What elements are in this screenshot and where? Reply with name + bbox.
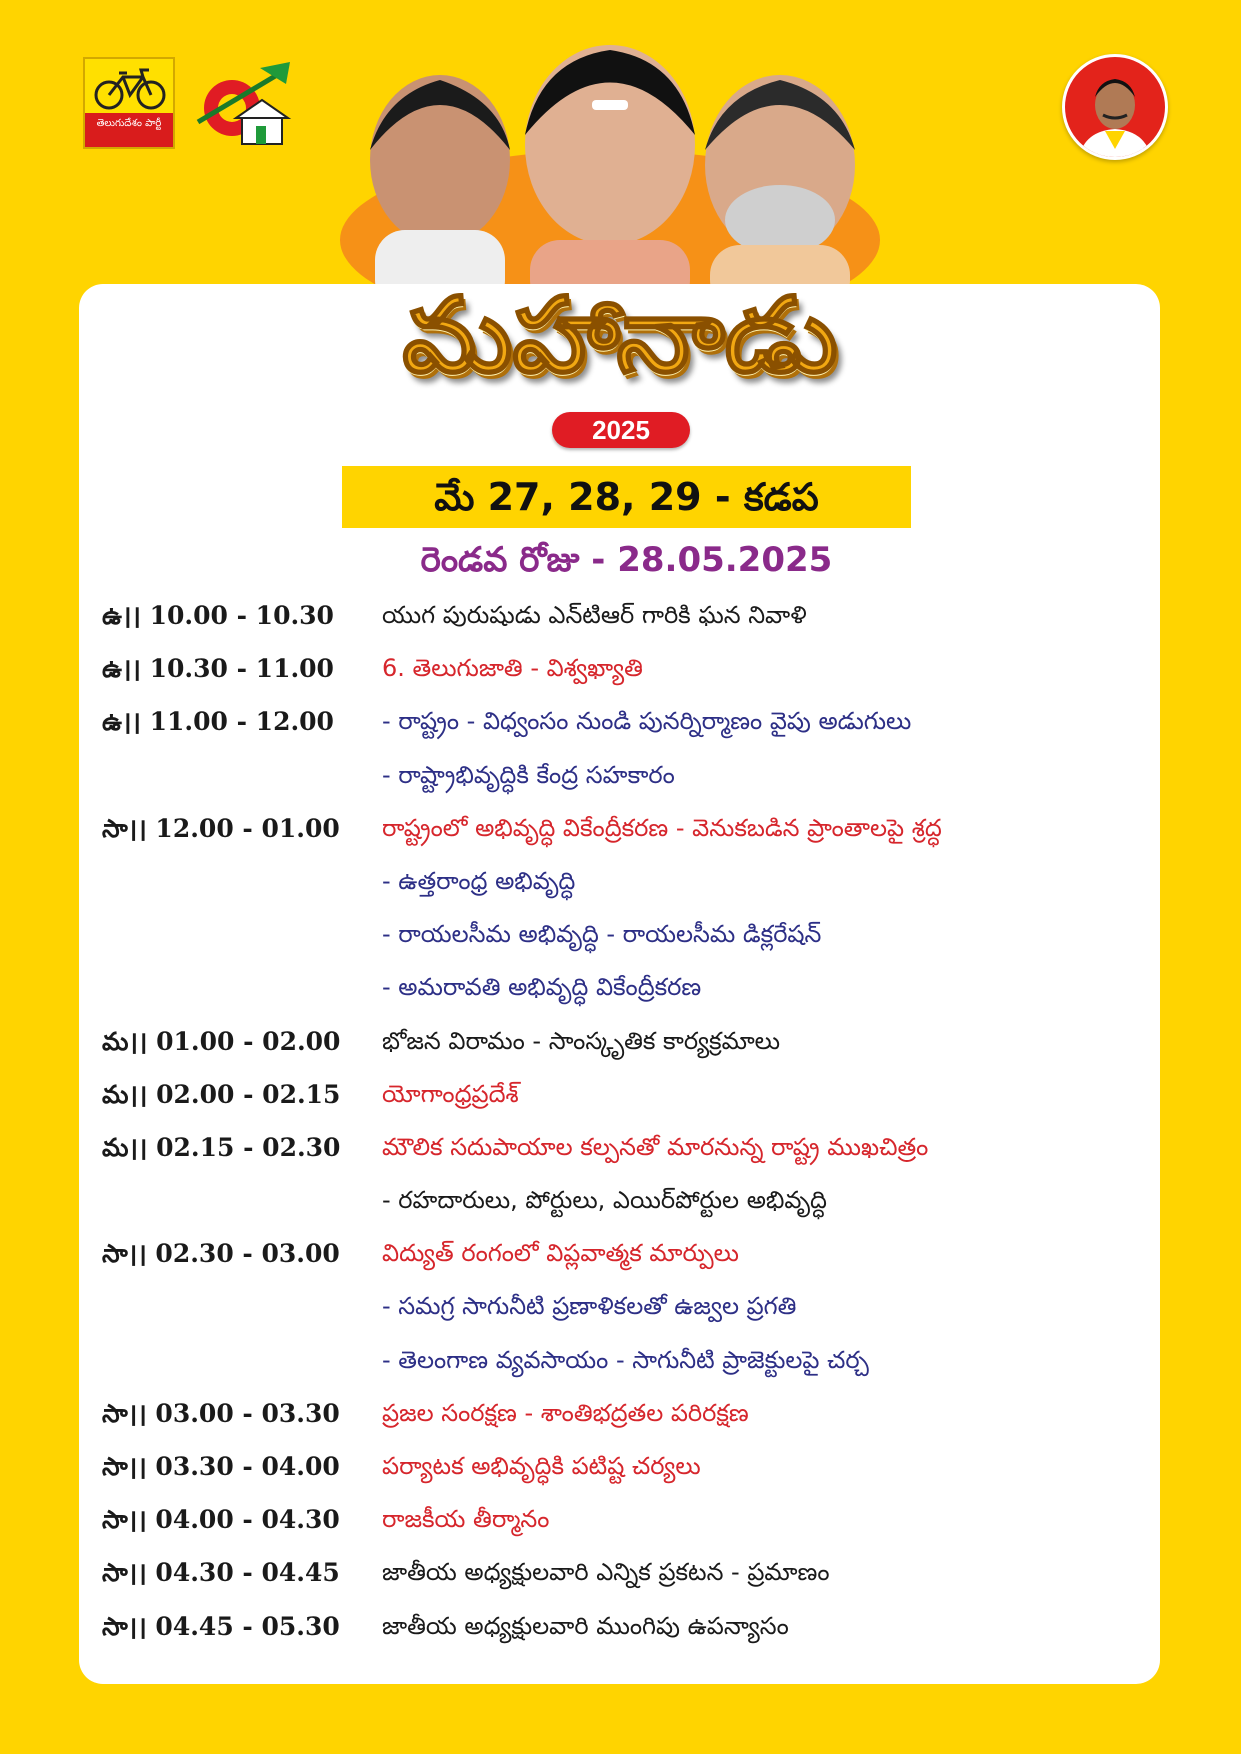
schedule-time [102, 961, 372, 1014]
schedule-row [102, 1015, 1142, 1068]
schedule-row [102, 1600, 1142, 1653]
schedule-row [102, 1174, 1142, 1227]
schedule-row [102, 802, 1142, 855]
schedule-time: సా।। 02.30 - 03.00 [102, 1239, 340, 1269]
schedule-time: ఉ।। 10.00 - 10.30 [102, 601, 334, 630]
schedule-time: ఉ।। 11.00 - 12.00 [102, 707, 334, 737]
schedule-row [102, 589, 1142, 642]
schedule-row [102, 1493, 1142, 1546]
party-logo [83, 57, 175, 149]
schedule-time: సా।। 04.30 - 04.45 [102, 1558, 340, 1588]
schedule-row [102, 1227, 1142, 1280]
schedule-time: సా।। 03.30 - 04.00 [102, 1452, 340, 1481]
schedule-row [102, 1440, 1142, 1493]
schedule-time [102, 1334, 372, 1387]
schedule-item: జాతీయ అధ్యక్షులవారి ముంగిపు ఉపన్యాసం [382, 1611, 789, 1640]
schedule-item: - ఉత్తరాంధ్ర అభివృద్ధి [382, 866, 576, 895]
schedule-item: - రాష్ట్రం - విధ్వంసం నుండి పునర్నిర్మాణం వైపు అడుగులు [382, 707, 912, 736]
schedule-row [102, 908, 1142, 961]
schedule-time: ఉ।। 10.30 - 11.00 [102, 654, 334, 684]
schedule-item: - అమరావతి అభివృద్ధి వికేంద్రీకరణ [382, 973, 702, 1002]
schedule-row [102, 642, 1142, 695]
schedule-time: మ।। 01.00 - 02.00 [102, 1026, 341, 1056]
party-emblem-icon [190, 62, 300, 150]
schedule-item: పర్యాటక అభివృద్ధికి పటిష్ట చర్యలు [382, 1452, 701, 1480]
bicycle-icon [93, 65, 167, 113]
schedule-time [102, 1174, 372, 1227]
year-badge: 2025 [552, 412, 690, 448]
schedule-item: భోజన విరామం - సాంస్కృతిక కార్యక్రమాలు [382, 1026, 780, 1055]
schedule-time [102, 1280, 372, 1333]
schedule-item: యుగ పురుషుడు ఎన్‌టిఆర్ గారికి ఘన నివాళి [382, 601, 807, 629]
schedule-time: సా।। 12.00 - 01.00 [102, 813, 340, 843]
leader-avatar [1062, 54, 1168, 160]
party-logo-label: తెలుగుదేశం పార్టీ [85, 113, 173, 147]
schedule-item: జాతీయ అధ్యక్షులవారి ఎన్నిక ప్రకటన - ప్రమాణం [382, 1558, 830, 1587]
schedule-row [102, 961, 1142, 1014]
schedule-time [102, 855, 372, 908]
event-title: మహానాడు [402, 274, 838, 396]
schedule-time [102, 908, 372, 961]
schedule-time: సా।। 04.45 - 05.30 [102, 1611, 340, 1641]
schedule-item: మౌలిక సదుపాయాల కల్పనతో మారనున్న రాష్ట్ర ముఖచిత్రం [382, 1132, 929, 1161]
schedule-item: - రహదారులు, పోర్టులు, ఎయిర్‌పోర్టుల అభివృద్ధి [382, 1186, 827, 1215]
schedule-item: 6. తెలుగుజాతి - విశ్వఖ్యాతి [382, 654, 643, 683]
schedule-time: మ।। 02.15 - 02.30 [102, 1132, 341, 1162]
schedule-row [102, 1068, 1142, 1121]
schedule-row [102, 855, 1142, 908]
schedule-row [102, 1546, 1142, 1599]
schedule-row [102, 1334, 1142, 1387]
schedule-item: - రాష్ట్రాభివృద్ధికి కేంద్ర సహకారం [382, 760, 675, 789]
dates-venue-banner: మే 27, 28, 29 - కడప [342, 466, 911, 528]
schedule-row [102, 1121, 1142, 1174]
schedule-row [102, 1280, 1142, 1333]
schedule-time: సా।। 03.00 - 03.30 [102, 1398, 340, 1428]
schedule-item: యోగాంధ్రప్రదేశ్ [382, 1079, 519, 1108]
schedule-time: సా।। 04.00 - 04.30 [102, 1505, 340, 1535]
schedule-time: మ।। 02.00 - 02.15 [102, 1079, 341, 1109]
schedule-row [102, 1387, 1142, 1440]
schedule-item: విద్యుత్ రంగంలో విప్లవాత్మక మార్పులు [382, 1239, 739, 1268]
schedule-list [102, 589, 1142, 1653]
schedule-item: - సమగ్ర సాగునీటి ప్రణాళికలతో ఉజ్వల ప్రగతి [382, 1292, 797, 1321]
day-title: రెండవ రోజు - 28.05.2025 [420, 540, 833, 580]
schedule-time [102, 749, 372, 802]
schedule-item: రాష్ట్రంలో అభివృద్ధి వికేంద్రీకరణ - వెనుకబడిన ప్రాంతాలపై శ్రద్ధ [382, 813, 942, 842]
schedule-item: - రాయలసీమ అభివృద్ధి - రాయలసీమ డిక్లరేషన్ [382, 920, 822, 949]
schedule-row [102, 695, 1142, 748]
schedule-item: - తెలంగాణ వ్యవసాయం - సాగునీటి ప్రాజెక్టులపై చర్చ [382, 1345, 869, 1374]
event-title-area [300, 270, 940, 420]
schedule-item: ప్రజల సంరక్షణ - శాంతిభద్రతల పరిరక్షణ [382, 1398, 749, 1427]
schedule-row [102, 749, 1142, 802]
schedule-item: రాజకీయ తీర్మానం [382, 1505, 550, 1534]
